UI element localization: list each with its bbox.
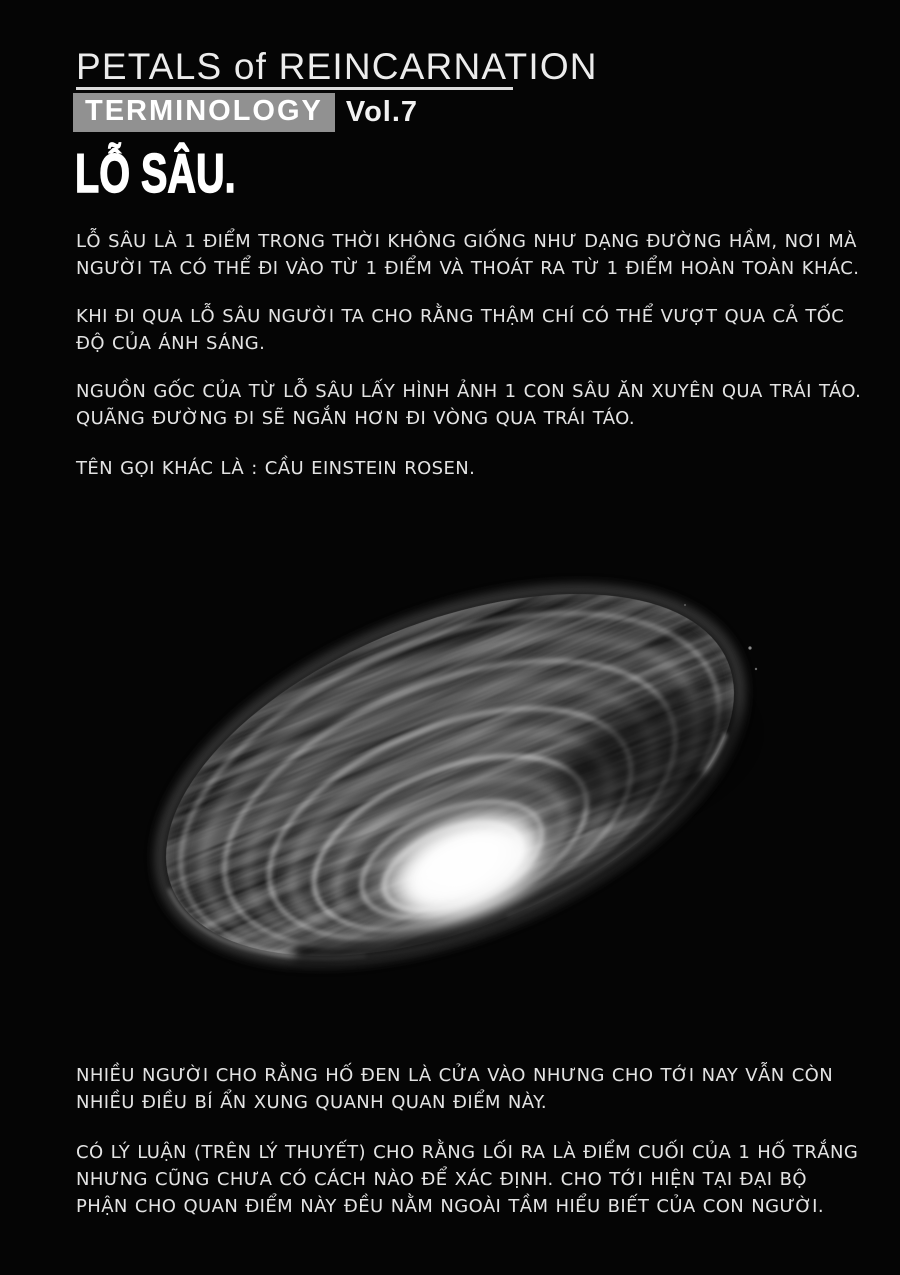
paragraph-word-origin xyxy=(76,378,876,432)
text-line: ĐỘ CỦA ÁNH SÁNG. xyxy=(76,333,266,354)
paragraph-light-speed xyxy=(76,303,876,357)
text-line: KHI ĐI QUA LỖ SÂU NGƯỜI TA CHO RẰNG THẬM CHÍ CÓ THỂ VƯỢT QUA CẢ TỐC xyxy=(76,306,845,327)
text-line: NGUỒN GỐC CỦA TỪ LỖ SÂU LẤY HÌNH ẢNH 1 CON SÂU ĂN XUYÊN QUA TRÁI TÁO. xyxy=(76,381,862,402)
wormhole-galaxy-icon xyxy=(125,553,775,983)
text-line: TÊN GỌI KHÁC LÀ : CẦU EINSTEIN ROSEN. xyxy=(76,458,476,479)
terminology-header xyxy=(73,93,418,132)
text-line: NHIỀU NGƯỜI CHO RẰNG HỐ ĐEN LÀ CỬA VÀO NHƯNG CHO TỚI NAY VẪN CÒN xyxy=(76,1065,834,1086)
text-line: CÓ LÝ LUẬN (TRÊN LÝ THUYẾT) CHO RẰNG LỐI RA LÀ ĐIỂM CUỐI CỦA 1 HỐ TRẮNG xyxy=(76,1142,859,1163)
title-underline xyxy=(76,87,513,90)
terminology-badge: TERMINOLOGY xyxy=(73,93,335,132)
text-line: LỖ SÂU LÀ 1 ĐIỂM TRONG THỜI KHÔNG GIỐNG NHƯ DẠNG ĐƯỜNG HẦM, NƠI MÀ xyxy=(76,231,857,252)
paragraph-other-name xyxy=(76,455,876,482)
page-title: LỖ SÂU. xyxy=(75,142,236,204)
galaxy-rotated-group xyxy=(125,553,775,983)
text-line: PHẬN CHO QUAN ĐIỂM NÀY ĐỀU NẰM NGOÀI TẦM HIỂU BIẾT CỦA CON NGƯỜI. xyxy=(76,1196,825,1217)
text-line: NGƯỜI TA CÓ THỂ ĐI VÀO TỪ 1 ĐIỂM VÀ THOÁT RA TỪ 1 ĐIỂM HOÀN TOÀN KHÁC. xyxy=(76,258,860,279)
text-line: QUÃNG ĐƯỜNG ĐI SẼ NGẮN HƠN ĐI VÒNG QUA TRÁI TÁO. xyxy=(76,408,636,429)
series-title: PETALS of REINCARNATION xyxy=(76,46,598,87)
paragraph-wormhole-definition xyxy=(76,228,876,282)
paragraph-white-hole-theory xyxy=(76,1139,876,1220)
text-line: NHƯNG CŨNG CHƯA CÓ CÁCH NÀO ĐỂ XÁC ĐỊNH. CHO TỚI HIỆN TẠI ĐẠI BỘ xyxy=(76,1169,807,1190)
volume-label: Vol.7 xyxy=(345,96,419,128)
text-line: NHIỀU ĐIỀU BÍ ẨN XUNG QUANH QUAN ĐIỂM NÀY. xyxy=(76,1092,547,1113)
wormhole-figure xyxy=(125,553,775,983)
paragraph-black-hole-entrance xyxy=(76,1062,876,1116)
